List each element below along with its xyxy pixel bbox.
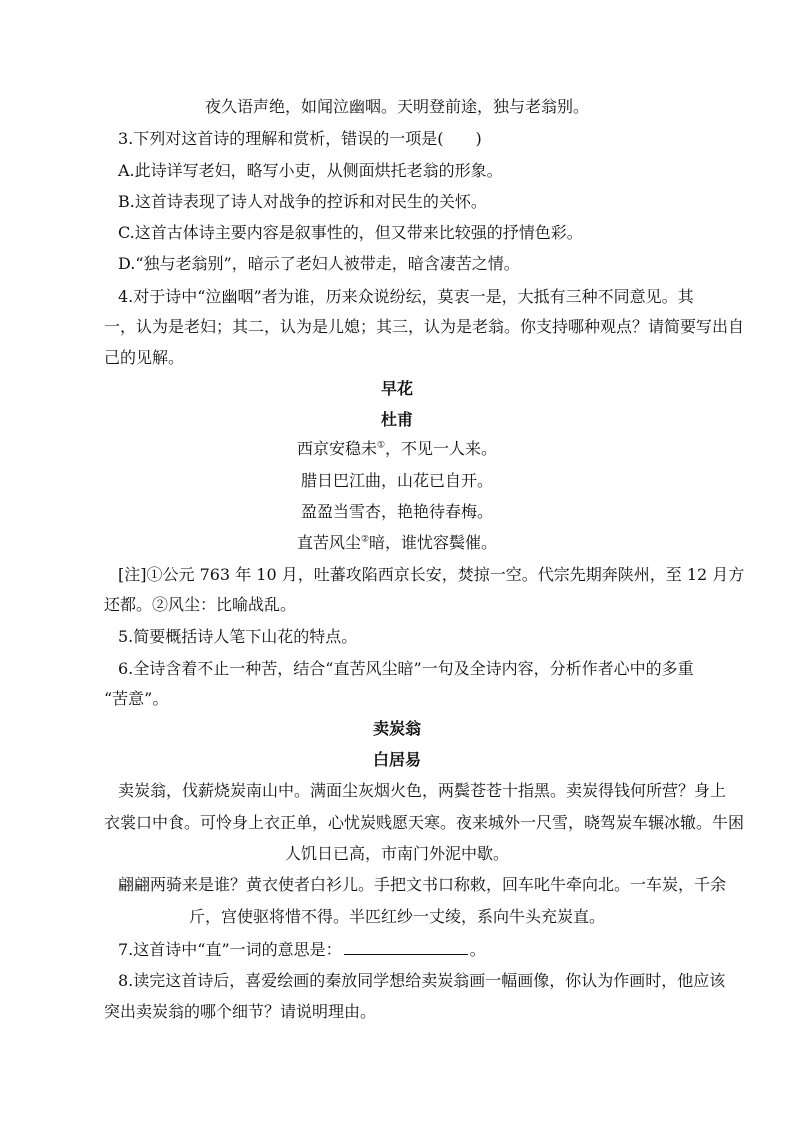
- poem2-line-4-b: 暗，谁忧容鬓催。: [369, 533, 498, 552]
- question-6-line-2: “苦意”。: [104, 689, 169, 708]
- poem2-author: 杜甫: [380, 410, 413, 429]
- poem2-line-1-a: 西京安稳未: [296, 439, 377, 458]
- question-3-option-c: C.这首古体诗主要内容是叙事性的，但又带来比较强的抒情色彩。: [118, 223, 583, 242]
- poem3-title: 卖炭翁: [372, 719, 421, 738]
- poem3-para2-line-1: 翩翩两骑来是谁？黄衣使者白衫儿。手把文书口称敕，回车叱牛牵向北。一车炭，千余: [118, 875, 727, 894]
- poem2-note-line-2: 还都。②风尘：比喻战乱。: [104, 595, 297, 614]
- question-7-stem: 7.这首诗中“直”一词的意思是：: [118, 940, 342, 959]
- poem3-para2-line-2: 斤，宫使驱将惜不得。半匹红纱一丈绫，系向牛头充炭直。: [188, 907, 605, 926]
- question-7: [118, 938, 486, 961]
- question-8-line-2: 突出卖炭翁的哪个细节？请说明理由。: [104, 1002, 377, 1021]
- poem2-line-1: [0, 438, 794, 460]
- footnote-marker-2: ②: [360, 534, 370, 545]
- question-3-option-a: A.此诗详写老妇，略写小吏，从侧面烘托老翁的形象。: [118, 161, 503, 180]
- question-3-option-d: D.“独与老翁别”，暗示了老妇人被带走，暗含凄苦之情。: [118, 254, 520, 273]
- answer-blank[interactable]: [344, 938, 468, 955]
- poem3-para1-line-3: 人饥日已高，市南门外泥中歇。: [284, 844, 509, 863]
- poem2-title: 早花: [380, 379, 413, 398]
- poem2-line-1-b: ，不见一人来。: [385, 439, 498, 458]
- poem1-last-line: 夜久语声绝，如闻泣幽咽。天明登前途，独与老翁别。: [204, 97, 589, 116]
- poem3-para1-line-1: 卖炭翁，伐薪烧炭南山中。满面尘灰烟火色，两鬓苍苍十指黑。卖炭得钱何所营？身上: [118, 781, 727, 800]
- question-4-line-2: 一，认为是老妇；其二，认为是儿媳；其三，认为是老翁。你支持哪种观点？请简要写出自: [104, 317, 745, 336]
- question-3-stem: 3.下列对这首诗的理解和赏析，错误的一项是( ): [118, 129, 482, 148]
- poem2-line-3: 盈盈当雪杏，艳艳待春梅。: [300, 502, 493, 521]
- poem2-line-2: 腊日巴江曲，山花已自开。: [300, 471, 493, 490]
- question-8-line-1: 8.读完这首诗后，喜爱绘画的秦放同学想给卖炭翁画一幅画像，你认为作画时，他应该: [118, 971, 726, 990]
- question-7-end: 。: [469, 940, 486, 959]
- poem2-line-4-a: 直苦风尘: [296, 533, 361, 552]
- question-5-stem: 5.简要概括诗人笔下山花的特点。: [118, 627, 358, 646]
- question-3-option-b: B.这首诗表现了诗人对战争的控诉和对民生的关怀。: [118, 192, 487, 211]
- footnote-marker-1: ①: [376, 440, 386, 451]
- poem3-author: 白居易: [372, 750, 421, 769]
- question-4-line-3: 己的见解。: [104, 348, 185, 367]
- poem2-line-4: [0, 532, 794, 554]
- poem3-para1-line-2: 衣裳口中食。可怜身上衣正单，心忧炭贱愿天寒。夜来城外一尺雪，晓驾炭车辗冰辙。牛困: [104, 813, 745, 832]
- question-4-line-1: 4.对于诗中“泣幽咽”者为谁，历来众说纷纭，莫衷一是，大抵有三种不同意见。其: [118, 287, 694, 306]
- poem2-note-line-1: [注]①公元 763 年 10 月，吐蕃攻陷西京长安，焚掠一空。代宗先期奔陕州，至 12 月方: [118, 565, 745, 584]
- question-6-line-1: 6.全诗含着不止一种苦，结合“直苦风尘暗”一句及全诗内容，分析作者心中的多重: [118, 659, 694, 678]
